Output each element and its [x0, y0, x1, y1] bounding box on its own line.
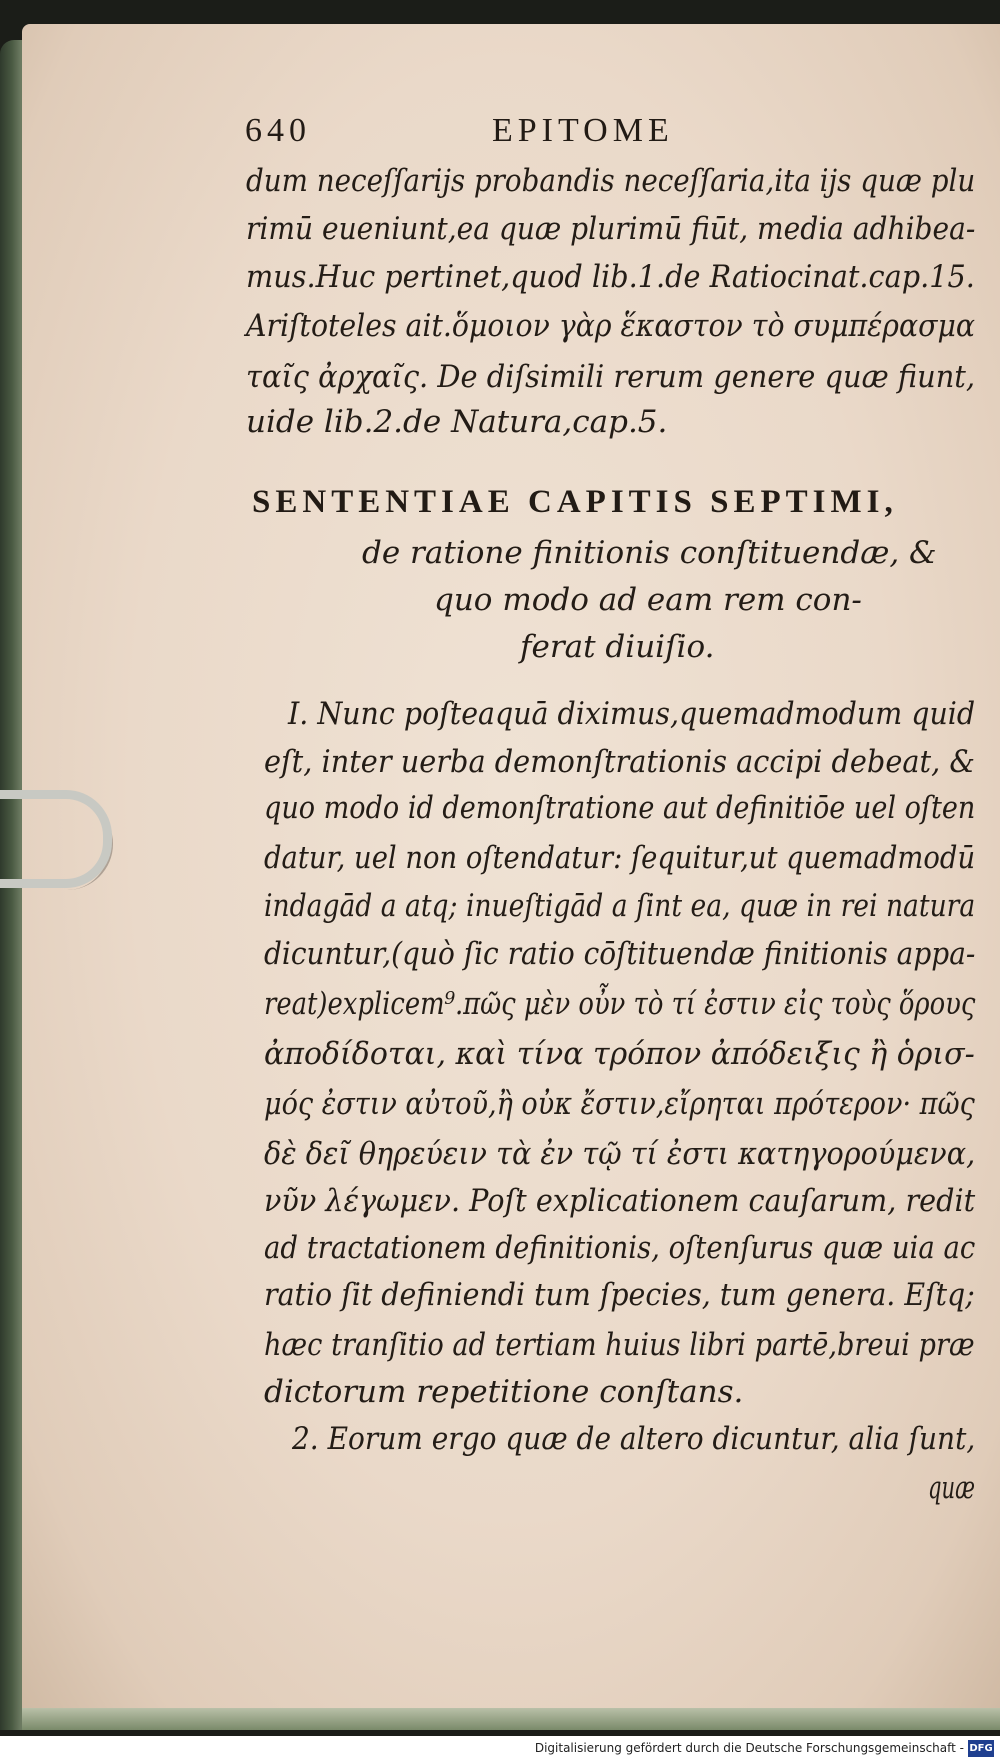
- text-line: ἀποδίδοται, καὶ τίνα τρόπον ἀπόδειξις ἢ ὁρισ-: [264, 1036, 975, 1072]
- page-number: 640: [245, 112, 311, 149]
- text-line: dicuntur,(quò ſic ratio cōſtituendæ finitionis appa-: [264, 936, 976, 972]
- text-line: μός ἐστιν αὐτοῦ,ἢ οὐκ ἔστιν,εἴρηται πρότερον· πῶς: [264, 1086, 975, 1122]
- chapter-subtitle-line: de ratione finitionis conſtituendæ, &: [362, 535, 937, 571]
- text-line: I. Nunc poſteaquā diximus,quemadmodum quid: [288, 696, 976, 732]
- text-line: quo modo id demonſtratione aut definitiōe uel oſten: [264, 790, 976, 826]
- chapter-subtitle-line: ferat diuiſio.: [520, 629, 715, 665]
- footer-bar: [0, 1736, 1000, 1763]
- chapter-subtitle-line: quo modo ad eam rem con-: [434, 582, 862, 618]
- running-title: EPITOME: [492, 112, 674, 149]
- text-line: reat)explicem⁹.πῶς μὲν οὖν τὸ τί ἐστιν εἰς τοὺς ὅρους: [264, 986, 976, 1022]
- text-line: ad tractationem definitionis, oſtenſurus quæ uia ac: [264, 1230, 976, 1266]
- footer-credit: Digitalisierung gefördert durch die Deutsche Forschungsgemeinschaft -: [534, 1741, 964, 1755]
- catchword: quæ: [928, 1470, 976, 1506]
- text-line: rimū eueniunt,ea quæ plurimū fiūt, media adhibea-: [246, 211, 976, 247]
- text-line: ratio ſit definiendi tum ſpecies, tum genera. Eſtq;: [264, 1277, 975, 1313]
- text-line: hæc tranſitio ad tertiam huius libri partē,breui præ: [264, 1327, 975, 1363]
- text-line: datur, uel non oſtendatur: ſequitur,ut quemadmodū: [264, 840, 976, 876]
- text-line: dictorum repetitione conſtans.: [264, 1374, 744, 1410]
- text-line: mus.Huc pertinet,quod lib.1.de Ratiocinat.cap.15.: [246, 259, 975, 295]
- text-line: δὲ δεῖ θηρεύειν τὰ ἐν τῷ τί ἐστι κατηγορούμενα,: [264, 1136, 976, 1172]
- chapter-heading: SENTENTIAE CAPITIS SEPTIMI,: [252, 484, 898, 520]
- text-line: νῦν λέγωμεν. Poſt explicationem cauſarum, redit: [264, 1183, 976, 1219]
- text-line: indagād a atq; inueſtigād a ſint ea, quæ in rei natura: [264, 888, 976, 924]
- text-line: eſt, inter uerba demonſtrationis accipi debeat, &: [264, 744, 975, 780]
- text-line: ταῖς ἀρχαῖς. De diſsimili rerum genere quæ fiunt,: [246, 359, 976, 395]
- dfg-logo: DFG: [968, 1740, 994, 1757]
- text-line: Ariſtoteles ait.ὅμοιον γὰρ ἕκαστον τὸ συμπέρασμα: [246, 308, 976, 344]
- text-line: uide lib.2.de Natura,cap.5.: [246, 404, 668, 440]
- text-line: dum neceſſarijs probandis neceſſaria,ita ijs quæ plu: [246, 163, 976, 199]
- text-line: 2. Eorum ergo quæ de altero dicuntur, alia ſunt,: [292, 1421, 976, 1457]
